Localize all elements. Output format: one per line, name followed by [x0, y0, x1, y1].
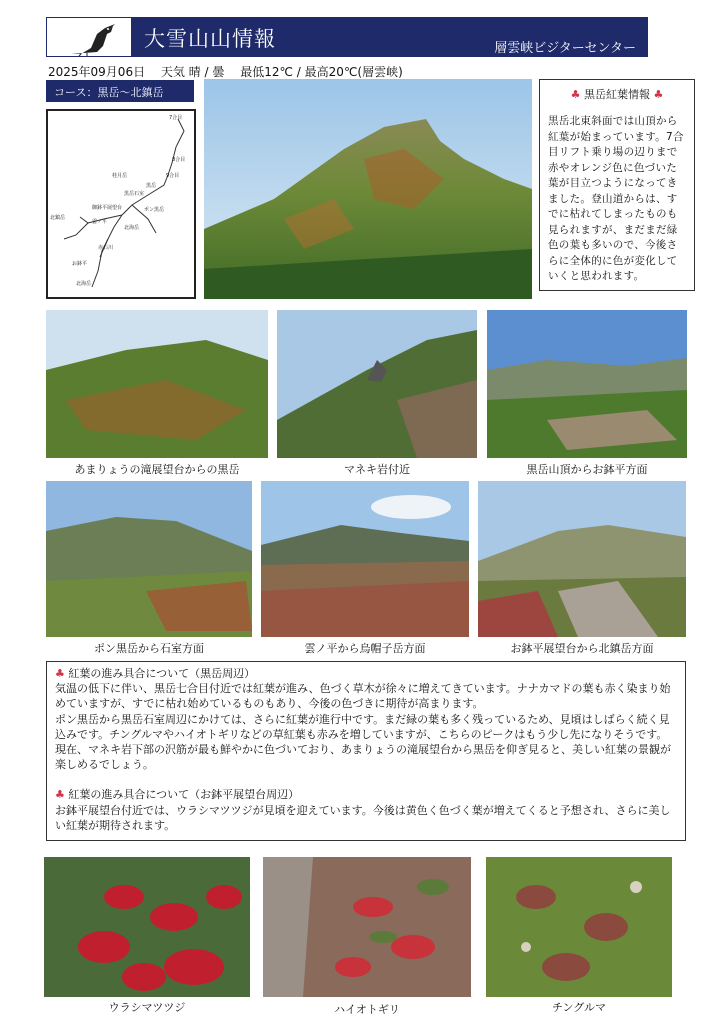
photo-amaryo-falls-view: [46, 310, 268, 458]
map-label: 北海岳: [124, 225, 140, 231]
report-title-1: 紅葉の進み具合について（黒岳周辺）: [68, 667, 256, 680]
maple-leaf-icon: ♣: [570, 88, 581, 101]
autumn-leaves-info-box: [539, 79, 695, 291]
report-paragraph: 現在、マネキ岩下部の沢筋が最も鮮やかに色づいており、あまりょうの滝展望台から黒岳を仰ぎ見ると、美しい紅葉の景観が楽しめるでしょう。: [55, 743, 671, 772]
map-label: 北海岳: [76, 281, 92, 287]
caption-haiotogiri: ハイオトギリ: [334, 1003, 400, 1016]
photo-chingurma: [486, 857, 672, 997]
map-label: 黒岳: [146, 183, 157, 189]
map-label: 雲ノ平: [92, 219, 108, 225]
caption-kumonotaira: 雲ノ平から烏帽子岳方面: [304, 642, 426, 655]
caption-ponkurodake: ポン黒岳から石室方面: [94, 642, 204, 655]
photo-maneki-rock: [277, 310, 477, 458]
report-paragraph: お鉢平展望台付近では、ウラシマツツジが見頃を迎えています。今後は黄色く色づく葉が増えてくると予想され、さらに美しい紅葉が期待されます。: [55, 803, 671, 832]
visitor-center-name: 層雲峡ビジターセンター: [494, 41, 636, 56]
map-label: 御鉢平展望台: [92, 205, 123, 211]
caption-chingurma: チングルマ: [552, 1001, 606, 1014]
course-label: コース：黒岳～北鎮岳: [46, 80, 194, 102]
report-paragraph: ポン黒岳から黒岳石室周辺にかけては、さらに紅葉が進行中です。まだ緑の葉も多く残っているため、見頃はしばらく続く見込みです。チングルマやハイオトギリなどの草紅葉も赤みを増していますが、こちらのピークはもう少し先になりそうです。: [55, 712, 670, 741]
info-box-title-text: 黒岳紅葉情報: [584, 88, 650, 101]
caption-summit: 黒岳山頂からお鉢平方面: [526, 463, 648, 476]
map-label: 8合目: [172, 157, 186, 163]
maple-leaf-icon: ♣: [653, 88, 664, 101]
map-label: ポン黒岳: [144, 207, 165, 213]
map-label: 桂月岳: [112, 173, 128, 179]
photo-kumonotaira: [261, 481, 469, 637]
report-heading-ohachidaira: [55, 787, 677, 802]
info-box-text: 黒岳北東斜面では山頂から紅葉が始まっています。7合目リフト乗り場の辺りまで赤やオレンジ色に色づいた葉が目立つようになってきました。登山道からは、すでに枯れてしまったものも見られますが、まだまだ緑色の葉も多いので、今後さらに全体的に色が変化していくと思われます。: [548, 115, 684, 282]
photo-ohachidaira-to-hokuchin: [478, 481, 686, 637]
photo-haiotogiri: [263, 857, 471, 997]
caption-maneki: マネキ岩付近: [344, 463, 410, 476]
weather: 天気 晴 / 曇: [160, 65, 225, 79]
map-label: 9合目: [166, 173, 180, 179]
report-paragraph: 気温の低下に伴い、黒岳七合目付近では紅葉が進み、色づく草木が徐々に増えてきています。ナナカマドの葉も赤く染まり始めていますが、すでに枯れ始めているものもあり、今後の色づきに期待が高まります。: [55, 682, 671, 711]
map-label: 7合目: [169, 115, 183, 121]
photo-urashimatsutsuji: [44, 857, 250, 997]
map-label: 北鎮岳: [50, 215, 66, 221]
report-date: 2025年09月06日: [48, 65, 146, 79]
caption-amaryo: あまりょうの滝展望台からの黒岳: [74, 463, 240, 476]
photo-ponkurodake: [46, 481, 252, 637]
info-box-title: [548, 86, 686, 102]
caption-ohachidaira: お鉢平展望台から北鎮岳方面: [510, 642, 654, 655]
map-label: お鉢平: [72, 261, 88, 267]
photo-summit-to-ohachidaira: [487, 310, 687, 458]
date-weather-line: [48, 63, 415, 80]
bird-logo: [46, 17, 132, 57]
caption-urashimatsutsuji: ウラシマツツジ: [108, 1001, 186, 1014]
map-label: 赤石川: [98, 245, 114, 251]
main-photo-kurodake: [204, 79, 532, 299]
header-bar: [46, 17, 648, 57]
maple-leaf-icon: ♣: [55, 788, 65, 802]
temperatures: 最低12℃ / 最高20℃(層雲峡): [240, 65, 403, 79]
maple-leaf-icon: ♣: [55, 667, 65, 680]
report-title-2: 紅葉の進み具合について（お鉢平展望台周辺）: [68, 788, 300, 802]
autumn-report: [46, 661, 686, 841]
route-map: [46, 109, 196, 299]
map-label: 黒岳石室: [124, 191, 145, 197]
page-title: 大雪山山情報: [144, 27, 276, 51]
report-heading-kurodake: [55, 666, 677, 681]
